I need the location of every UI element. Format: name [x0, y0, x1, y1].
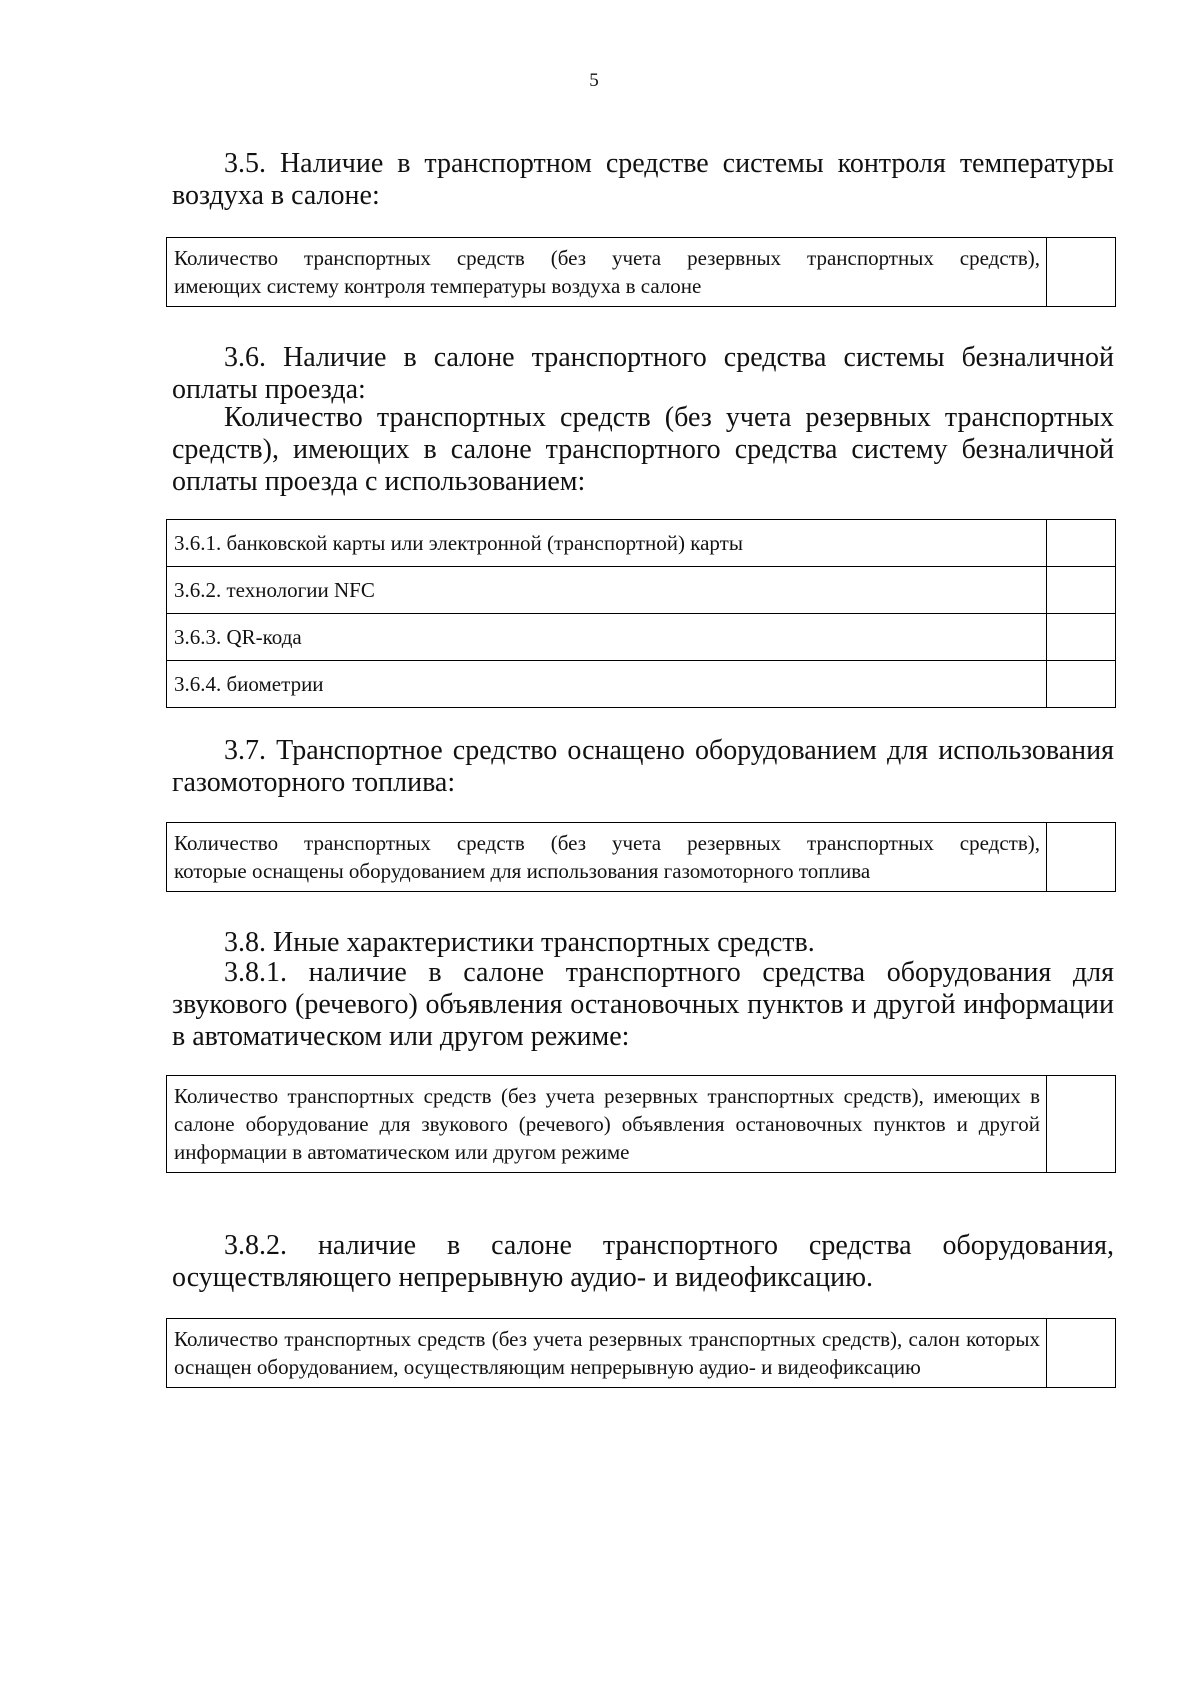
- value-cell[interactable]: [1047, 1076, 1116, 1173]
- row-label-line-2: которые оснащены оборудованием для использования газомоторного топлива: [174, 859, 871, 883]
- value-cell[interactable]: [1047, 567, 1116, 614]
- row-label: Количество транспортных средств (без учета резервных транспортных средств), салон которых оснащен оборудованием, осуществляющим непрерывную аудио- и видеофиксацию: [167, 1319, 1047, 1388]
- table-row: [167, 823, 1116, 892]
- value-cell[interactable]: [1047, 661, 1116, 708]
- section-3-6-table: [166, 519, 1116, 708]
- row-label: 3.6.3. QR-кода: [167, 614, 1047, 661]
- section-3-8-2-heading: 3.8.2. наличие в салоне транспортного средства оборудования, осуществляющего непрерывную аудио- и видеофиксацию.: [172, 1230, 1114, 1293]
- row-label: 3.6.4. биометрии: [167, 661, 1047, 708]
- table-row: [167, 1319, 1116, 1388]
- row-label-line-2: имеющих систему контроля температуры воздуха в салоне: [174, 274, 702, 298]
- table-row: [167, 614, 1116, 661]
- row-label-line-1: Количество транспортных средств (без учета резервных транспортных средств),: [174, 831, 1040, 855]
- section-3-5-heading: 3.5. Наличие в транспортном средстве системы контроля температуры воздуха в салоне:: [172, 148, 1114, 211]
- value-cell[interactable]: [1047, 823, 1116, 892]
- section-3-8-1-table: [166, 1075, 1116, 1173]
- section-3-8-2-table: [166, 1318, 1116, 1388]
- section-3-6-heading: 3.6. Наличие в салоне транспортного средства системы безналичной оплаты проезда:: [172, 342, 1114, 405]
- value-cell[interactable]: [1047, 238, 1116, 307]
- section-3-8-1-heading: 3.8.1. наличие в салоне транспортного средства оборудования для звукового (речевого) объявления остановочных пунктов и другой информации в автоматическом или другом режиме:: [172, 957, 1114, 1052]
- row-label: [167, 823, 1047, 892]
- section-3-5-table: [166, 237, 1116, 307]
- table-row: [167, 520, 1116, 567]
- value-cell[interactable]: [1047, 1319, 1116, 1388]
- table-row: [167, 238, 1116, 307]
- table-row: [167, 661, 1116, 708]
- row-label-line-1: Количество транспортных средств (без учета резервных транспортных средств),: [174, 246, 1040, 270]
- section-3-7-table: [166, 822, 1116, 892]
- row-label: 3.6.2. технологии NFC: [167, 567, 1047, 614]
- value-cell[interactable]: [1047, 614, 1116, 661]
- value-cell[interactable]: [1047, 520, 1116, 567]
- section-3-8-heading: 3.8. Иные характеристики транспортных средств.: [224, 927, 815, 958]
- row-label: 3.6.1. банковской карты или электронной (транспортной) карты: [167, 520, 1047, 567]
- table-row: [167, 1076, 1116, 1173]
- section-3-6-text: Количество транспортных средств (без учета резервных транспортных средств), имеющих в салоне транспортного средства систему безналичной оплаты проезда с использованием:: [172, 402, 1114, 497]
- table-row: [167, 567, 1116, 614]
- row-label: Количество транспортных средств (без учета резервных транспортных средств), имеющих в салоне оборудование для звукового (речевого) объявления остановочных пунктов и другой информации в автоматическом или другом режиме: [167, 1076, 1047, 1173]
- row-label: [167, 238, 1047, 307]
- page-number: 5: [589, 70, 599, 91]
- section-3-7-heading: 3.7. Транспортное средство оснащено оборудованием для использования газомоторного топлива:: [172, 735, 1114, 798]
